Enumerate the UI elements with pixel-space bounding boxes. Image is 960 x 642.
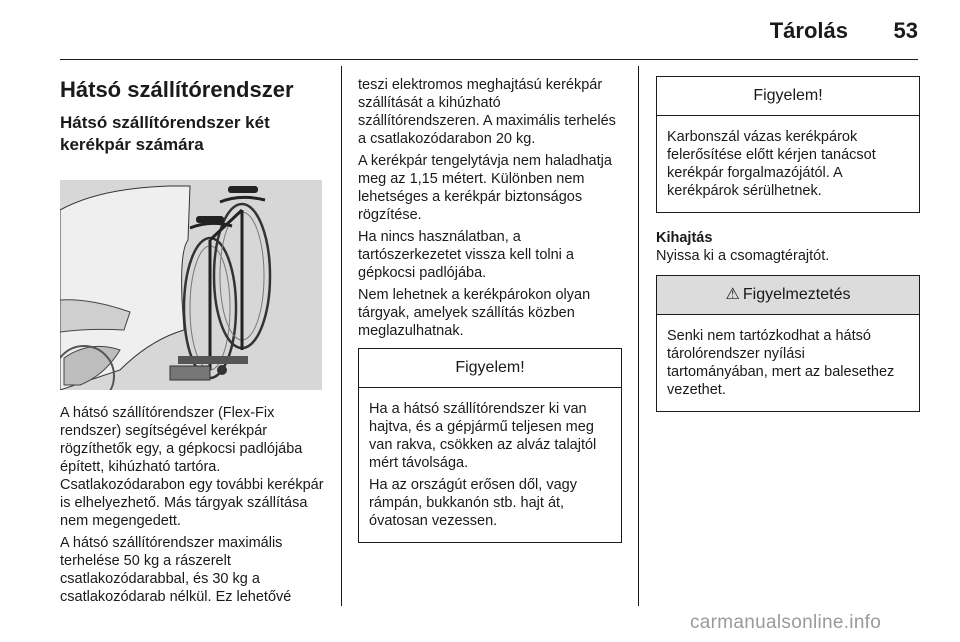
column-2 — [358, 76, 622, 543]
notice-box — [656, 76, 920, 213]
paragraph: A hátsó szállítórendszer maximális terhelése 50 kg a rászerelt csatlakozódarabbal, és 30 kg a csatlakozódarab nélkül. Ez lehetővé — [60, 535, 292, 605]
warning-box-title: Figyelmeztetés — [742, 286, 851, 303]
paragraph: Nyissa ki a csomagtérajtót. — [656, 248, 830, 264]
paragraph: Ha nincs használatban, a tartószerkezetet vissza kell tolni a gépkocsi padlójába. — [358, 229, 574, 281]
header-rule — [60, 59, 918, 60]
notice-box-title: Figyelem! — [359, 349, 621, 388]
column-3 — [656, 76, 920, 412]
warning-box-title-row — [657, 276, 919, 315]
warning-paragraph: Senki nem tartózkodhat a hátsó tárolórendszer nyílási tartományában, mert az balesethez vezethet. — [667, 328, 895, 398]
column-divider-2 — [638, 66, 639, 606]
watermark: carmanualsonline.info — [690, 612, 882, 633]
paragraph: A hátsó szállítórendszer (Flex-Fix rendszer) segítségével kerékpár rögzíthetők egy, a gépkocsi padlójába épített, kihúzható tartóra. Csatlakozódarabon egy további kerékpár is elhelyezhető. Más tárgyak szállítása nem megengedett. — [60, 405, 324, 529]
page-number: 53 — [893, 18, 918, 43]
column-divider-1 — [341, 66, 342, 606]
section-subheading: Hátsó szállítórendszer két kerékpár számára — [60, 113, 270, 154]
page-heading: Hátsó szállítórendszer — [60, 77, 294, 102]
paragraph: teszi elektromos meghajtású kerékpár szállítását a kihúzható szállítórendszeren. A maximális terhelés a csatlakozódarabon 20 kg. — [358, 77, 616, 147]
warning-triangle-icon: ⚠ — [725, 286, 740, 303]
notice-paragraph: Karbonszál vázas kerékpárok felerősítése előtt kérjen tanácsot kerékpár forgalmazójától. A kerékpárok sérülhetnek. — [667, 129, 876, 199]
notice-paragraph: Ha az országút erősen dől, vagy rámpán, bukkanón stb. hajt át, óvatosan vezessen. — [369, 477, 577, 529]
bike-carrier-illustration — [60, 180, 322, 390]
bike-carrier-drawing — [60, 180, 322, 390]
column-1 — [60, 76, 326, 610]
paragraph: A kerékpár tengelytávja nem haladhatja meg az 1,15 métert. Különben nem lehetséges a kerékpár biztonságos rögzítése. — [358, 153, 612, 223]
section-title: Tárolás — [769, 18, 848, 43]
notice-box-title: Figyelem! — [657, 77, 919, 116]
paragraph: Nem lehetnek a kerékpárokon olyan tárgyak, amelyek szállítás közben meglazulhatnak. — [358, 287, 591, 339]
notice-paragraph: Ha a hátsó szállítórendszer ki van hajtva, és a gépjármű teljesen meg van rakva, csökken az alváz talajtól mért távolsága. — [369, 401, 597, 471]
notice-box — [358, 348, 622, 543]
warning-box — [656, 275, 920, 412]
kihajtas-subheading: Kihajtás — [656, 230, 713, 246]
